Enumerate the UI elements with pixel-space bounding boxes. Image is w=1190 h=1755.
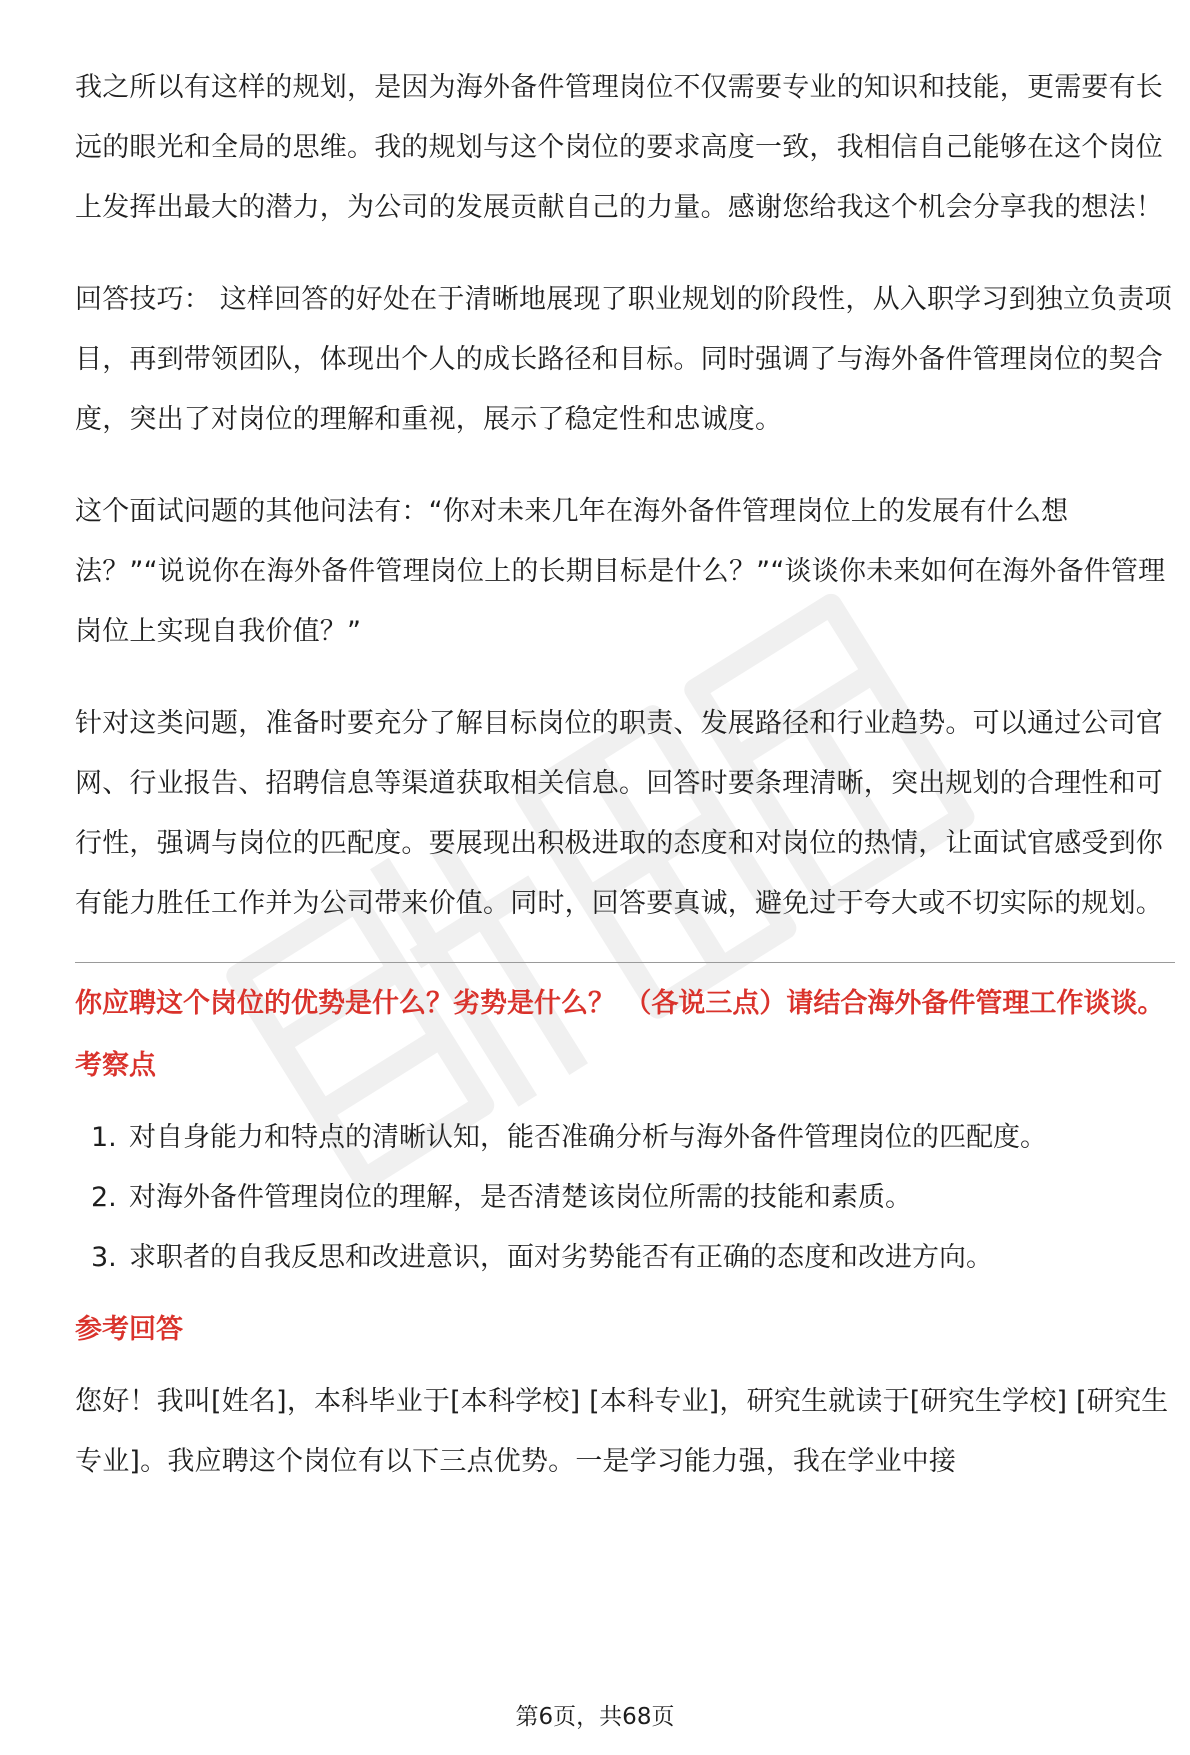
list-number: 3. — [91, 1242, 117, 1273]
paragraph-reference-answer: 您好！我叫[姓名]，本科毕业于[本科学校] [本科专业]，研究生就读于[研究生学校] [研究生专业]。我应聘这个岗位有以下三点优势。一是学习能力强，我在学业中接 — [75, 1386, 1169, 1477]
exam-points-list — [75, 1108, 1175, 1288]
list-item — [75, 1168, 1175, 1228]
paragraph-plan-reason: 我之所以有这样的规划，是因为海外备件管理岗位不仅需要专业的知识和技能，更需要有长远的眼光和全局的思维。我的规划与这个岗位的要求高度一致，我相信自己能够在这个岗位上发挥出最大的潜力，为公司的发展贡献自己的力量。感谢您给我这个机会分享我的想法！ — [75, 72, 1163, 223]
list-item-text: 求职者的自我反思和改进意识，面对劣势能否有正确的态度和改进方向。 — [129, 1242, 993, 1273]
document-body — [75, 58, 1175, 1492]
paragraph-preparation-advice: 针对这类问题，准备时要充分了解目标岗位的职责、发展路径和行业趋势。可以通过公司官网、行业报告、招聘信息等渠道获取相关信息。回答时要条理清晰，突出规划的合理性和可行性，强调与岗位的匹配度。要展现出积极进取的态度和对岗位的热情，让面试官感受到你有能力胜任工作并为公司带来价值。同时，回答要真诚，避免过于夸大或不切实际的规划。 — [75, 708, 1163, 919]
paragraph-alternative-questions: 这个面试问题的其他问法有：“你对未来几年在海外备件管理岗位上的发展有什么想法？”“说说你在海外备件管理岗位上的长期目标是什么？”“谈谈你未来如何在海外备件管理岗位上实现自我价值？” — [75, 496, 1166, 647]
page-footer: 第6页，共68页 — [515, 1704, 675, 1730]
list-item — [75, 1228, 1175, 1288]
list-item-text: 对海外备件管理岗位的理解，是否清楚该岗位所需的技能和素质。 — [129, 1182, 912, 1213]
list-item-text: 对自身能力和特点的清晰认知，能否准确分析与海外备件管理岗位的匹配度。 — [129, 1122, 1047, 1153]
exam-points-title: 考察点 — [75, 1050, 156, 1081]
list-number: 2. — [91, 1182, 117, 1213]
list-number: 1. — [91, 1122, 117, 1153]
section-divider — [75, 962, 1175, 963]
answer-title: 参考回答 — [75, 1314, 183, 1345]
interview-question: 你应聘这个岗位的优势是什么？劣势是什么？ （各说三点）请结合海外备件管理工作谈谈。 — [75, 988, 1165, 1019]
list-item — [75, 1108, 1175, 1168]
paragraph-answer-tips: 回答技巧： 这样回答的好处在于清晰地展现了职业规划的阶段性，从入职学习到独立负责项目，再到带领团队，体现出个人的成长路径和目标。同时强调了与海外备件管理岗位的契合度，突出了对岗位的理解和重视，展示了稳定性和忠诚度。 — [75, 284, 1172, 435]
